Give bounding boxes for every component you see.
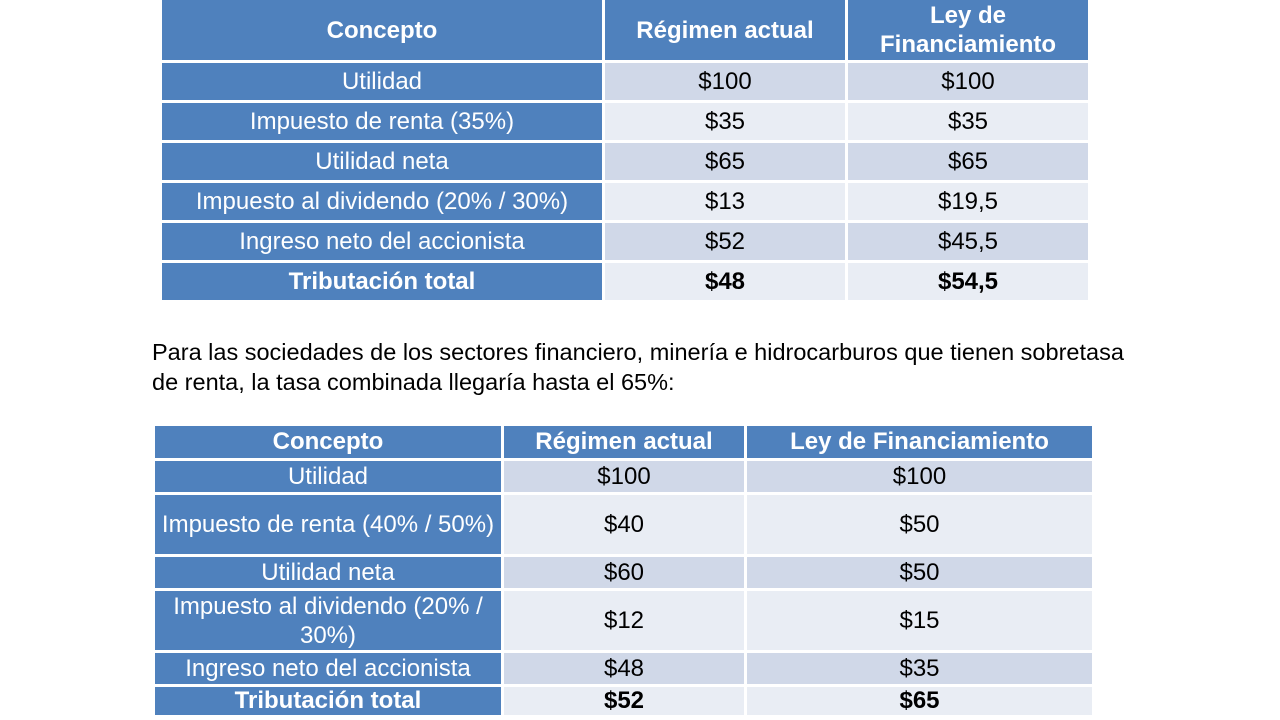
ley-value-cell: $65: [848, 143, 1088, 180]
ley-value-cell: $65: [747, 687, 1092, 715]
table-header-row: [155, 426, 1092, 458]
actual-value-cell: $52: [504, 687, 744, 715]
header-ley-financiamiento: Ley de Financiamiento: [747, 426, 1092, 458]
actual-value-cell: $65: [605, 143, 845, 180]
ley-value-cell: $19,5: [848, 183, 1088, 220]
concept-cell: Ingreso neto del accionista: [162, 223, 602, 260]
actual-value-cell: $48: [504, 653, 744, 684]
actual-value-cell: $100: [605, 63, 845, 100]
concept-cell: Utilidad: [162, 63, 602, 100]
ley-value-cell: $35: [848, 103, 1088, 140]
concept-cell: Impuesto al dividendo (20% / 30%): [155, 591, 501, 650]
table-row: [162, 103, 1088, 140]
ley-value-cell: $15: [747, 591, 1092, 650]
concept-cell: Utilidad: [155, 461, 501, 492]
ley-value-cell: $50: [747, 557, 1092, 588]
actual-value-cell: $100: [504, 461, 744, 492]
table-row: [162, 223, 1088, 260]
actual-value-cell: $13: [605, 183, 845, 220]
ley-value-cell: $45,5: [848, 223, 1088, 260]
table-row: [155, 557, 1092, 588]
header-regimen-actual: Régimen actual: [605, 0, 845, 60]
ley-value-cell: $100: [848, 63, 1088, 100]
actual-value-cell: $40: [504, 495, 744, 554]
tax-comparison-table-general: [159, 0, 1091, 303]
table-header-row: [162, 0, 1088, 60]
actual-value-cell: $48: [605, 263, 845, 300]
table-total-row: [162, 263, 1088, 300]
table-row: [155, 591, 1092, 650]
table-row: [162, 143, 1088, 180]
concept-cell: Impuesto al dividendo (20% / 30%): [162, 183, 602, 220]
actual-value-cell: $52: [605, 223, 845, 260]
header-concepto: Concepto: [155, 426, 501, 458]
ley-value-cell: $54,5: [848, 263, 1088, 300]
concept-cell: Tributación total: [162, 263, 602, 300]
header-concepto: Concepto: [162, 0, 602, 60]
ley-value-cell: $100: [747, 461, 1092, 492]
table-row: [155, 495, 1092, 554]
header-ley-financiamiento: Ley de Financiamiento: [848, 0, 1088, 60]
concept-cell: Utilidad neta: [162, 143, 602, 180]
table-row: [155, 461, 1092, 492]
ley-value-cell: $50: [747, 495, 1092, 554]
table-row: [162, 183, 1088, 220]
table-total-row: [155, 687, 1092, 715]
tax-comparison-table-sectors: [152, 423, 1095, 718]
concept-cell: Ingreso neto del accionista: [155, 653, 501, 684]
actual-value-cell: $60: [504, 557, 744, 588]
header-regimen-actual: Régimen actual: [504, 426, 744, 458]
actual-value-cell: $35: [605, 103, 845, 140]
table-row: [155, 653, 1092, 684]
concept-cell: Tributación total: [155, 687, 501, 715]
table-row: [162, 63, 1088, 100]
concept-cell: Utilidad neta: [155, 557, 501, 588]
concept-cell: Impuesto de renta (40% / 50%): [155, 495, 501, 554]
actual-value-cell: $12: [504, 591, 744, 650]
ley-value-cell: $35: [747, 653, 1092, 684]
concept-cell: Impuesto de renta (35%): [162, 103, 602, 140]
explanatory-paragraph: Para las sociedades de los sectores financiero, minería e hidrocarburos que tienen sobretasa de renta, la tasa combinada llegaría hasta el 65%:: [152, 339, 1124, 395]
